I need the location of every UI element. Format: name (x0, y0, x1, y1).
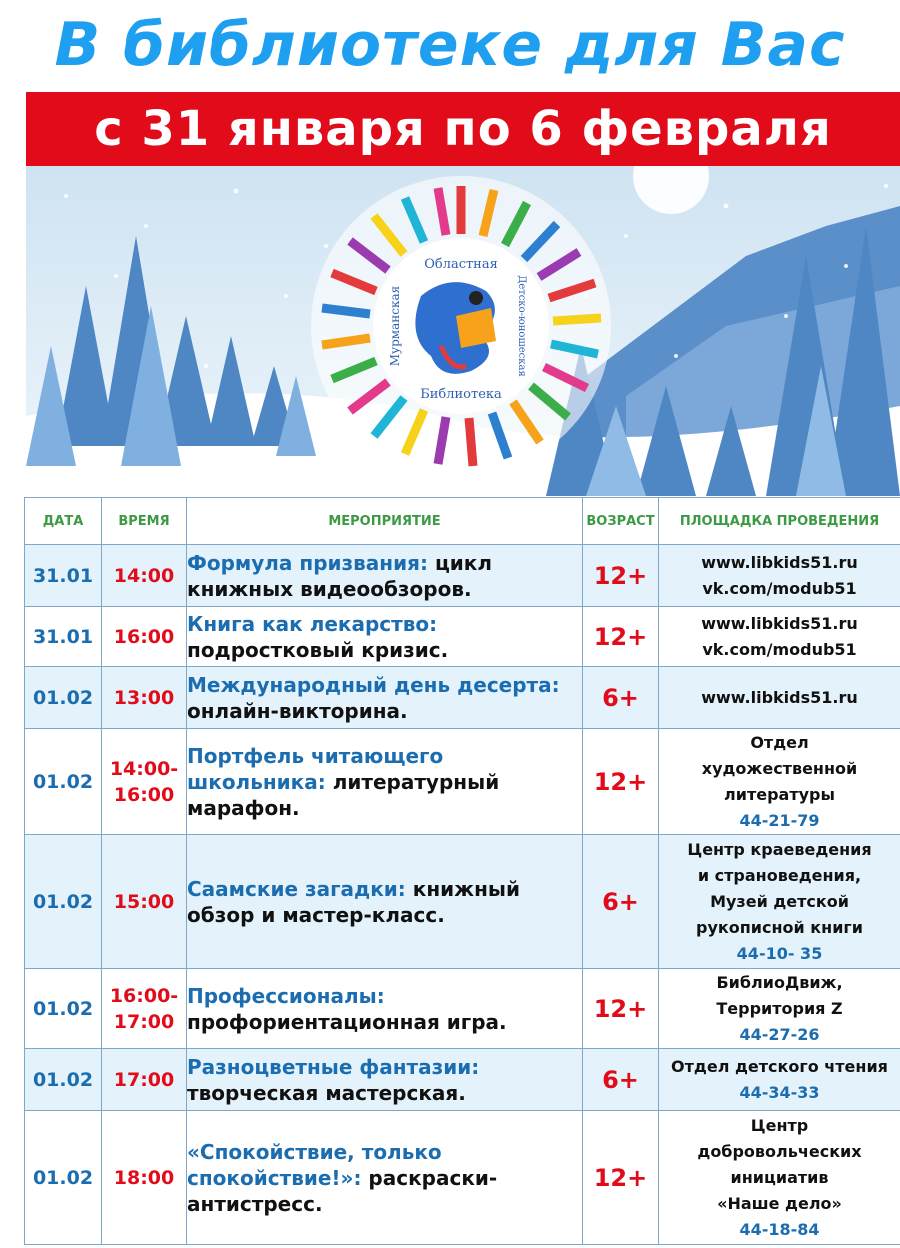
event-description (187, 835, 583, 969)
age-rating: 12+ (583, 1111, 659, 1245)
venue-phone: 44-34-33 (739, 1082, 820, 1102)
table-row (25, 667, 900, 729)
table-row (25, 1111, 900, 1245)
schedule-table (24, 497, 900, 1245)
date-range-text: с 31 января по 6 февраля (94, 101, 832, 157)
venue-line: Центр краеведения (687, 839, 872, 859)
venue-line: Музей детской (710, 891, 849, 911)
event-venue (659, 835, 900, 969)
table-row (25, 1049, 900, 1111)
venue-phone: 44-10- 35 (736, 943, 823, 963)
venue-phone: 44-27-26 (739, 1024, 820, 1044)
event-time (102, 835, 187, 969)
logo-text-right: Детско-юношеская (516, 275, 527, 377)
event-time-line: 18:00 (113, 1166, 175, 1189)
venue-line: инициатив (730, 1167, 829, 1187)
event-details: книжный обзор и мастер-класс. (187, 876, 520, 927)
event-venue (659, 1049, 900, 1111)
logo-text-top: Областная (424, 257, 498, 272)
event-description (187, 667, 583, 729)
venue-phone: 44-21-79 (739, 810, 820, 830)
event-details: онлайн-викторина. (187, 698, 408, 723)
event-title: Международный день десерта: (187, 672, 560, 697)
age-rating: 12+ (583, 969, 659, 1049)
event-time-line: 15:00 (113, 890, 175, 913)
table-row (25, 545, 900, 607)
event-title: Портфель читающего школьника: (187, 743, 444, 794)
event-time-line: 13:00 (113, 686, 175, 709)
event-venue (659, 545, 900, 607)
event-date: 31.01 (25, 545, 102, 607)
venue-line: Территория Z (716, 998, 843, 1018)
event-time (102, 607, 187, 667)
page-title: В библиотеке для Вас (54, 10, 846, 80)
column-header-date: ДАТА (25, 498, 102, 545)
venue-line: Отдел детского чтения (671, 1056, 888, 1076)
event-title: Профессионалы: (187, 983, 385, 1008)
winter-scene-illustration (26, 166, 900, 496)
venue-phone: 44-18-84 (739, 1219, 820, 1239)
event-title: Разноцветные фантазии: (187, 1054, 480, 1079)
venue-line: БиблиоДвиж, (716, 972, 843, 992)
event-venue (659, 1111, 900, 1245)
library-logo (311, 176, 611, 476)
venue-line: художественной (701, 758, 858, 778)
venue-line: Отдел (750, 732, 809, 752)
event-time-line: 16:00- (109, 984, 179, 1007)
venue-line: vk.com/modub51 (702, 639, 857, 659)
event-time (102, 667, 187, 729)
column-header-venue: ПЛОЩАДКА ПРОВЕДЕНИЯ (659, 498, 900, 545)
event-time-line: 14:00- (109, 757, 179, 780)
venue-line: vk.com/modub51 (702, 578, 857, 598)
date-range-banner (26, 92, 900, 166)
event-date: 01.02 (25, 667, 102, 729)
table-row (25, 969, 900, 1049)
venue-line: www.libkids51.ru (701, 613, 858, 633)
event-details: творческая мастерская. (187, 1080, 466, 1105)
table-row (25, 607, 900, 667)
logo-text-bottom: Библиотека (420, 387, 502, 402)
event-time (102, 729, 187, 835)
venue-line: Центр (750, 1115, 809, 1135)
event-time-line: 16:00 (113, 625, 175, 648)
event-details: раскраски-антистресс. (187, 1165, 498, 1216)
column-header-age: ВОЗРАСТ (583, 498, 659, 545)
event-title: Саамские загадки: (187, 876, 406, 901)
event-date: 01.02 (25, 1111, 102, 1245)
event-time-line: 17:00 (113, 1068, 175, 1091)
venue-line: «Наше дело» (717, 1193, 842, 1213)
event-details: подростковый кризис. (187, 637, 449, 662)
event-title: Книга как лекарство: (187, 611, 438, 636)
event-title: Формула призвания: (187, 550, 428, 575)
age-rating: 6+ (583, 1049, 659, 1111)
event-date: 01.02 (25, 1049, 102, 1111)
event-date: 01.02 (25, 835, 102, 969)
venue-line: добровольческих (697, 1141, 862, 1161)
venue-line: www.libkids51.ru (701, 687, 858, 707)
event-description (187, 1049, 583, 1111)
event-description (187, 607, 583, 667)
table-header-row (25, 498, 900, 545)
event-time (102, 1111, 187, 1245)
event-description (187, 545, 583, 607)
event-venue (659, 667, 900, 729)
venue-line: и страноведения, (697, 865, 862, 885)
event-venue (659, 969, 900, 1049)
event-venue (659, 607, 900, 667)
age-rating: 12+ (583, 607, 659, 667)
event-time-line: 17:00 (113, 1010, 175, 1033)
event-time-line: 16:00 (113, 783, 175, 806)
event-time (102, 969, 187, 1049)
event-description (187, 969, 583, 1049)
event-description (187, 1111, 583, 1245)
age-rating: 12+ (583, 729, 659, 835)
event-time (102, 1049, 187, 1111)
venue-line: рукописной книги (695, 917, 863, 937)
column-header-time: ВРЕМЯ (102, 498, 187, 545)
event-date: 31.01 (25, 607, 102, 667)
logo-text-left: Мурманская (388, 285, 402, 367)
table-row (25, 835, 900, 969)
event-description (187, 729, 583, 835)
table-row (25, 729, 900, 835)
event-details: цикл книжных видеообзоров. (187, 550, 493, 601)
column-header-event: МЕРОПРИЯТИЕ (187, 498, 583, 545)
event-date: 01.02 (25, 969, 102, 1049)
event-title: «Спокойствие, только спокойствие!»: (187, 1139, 442, 1190)
event-time-line: 14:00 (113, 564, 175, 587)
event-date: 01.02 (25, 729, 102, 835)
event-venue (659, 729, 900, 835)
event-details: литературный марафон. (187, 769, 500, 820)
event-time (102, 545, 187, 607)
venue-line: литературы (724, 784, 835, 804)
age-rating: 6+ (583, 835, 659, 969)
venue-line: www.libkids51.ru (701, 552, 858, 572)
age-rating: 6+ (583, 667, 659, 729)
event-details: профориентационная игра. (187, 1009, 507, 1034)
age-rating: 12+ (583, 545, 659, 607)
